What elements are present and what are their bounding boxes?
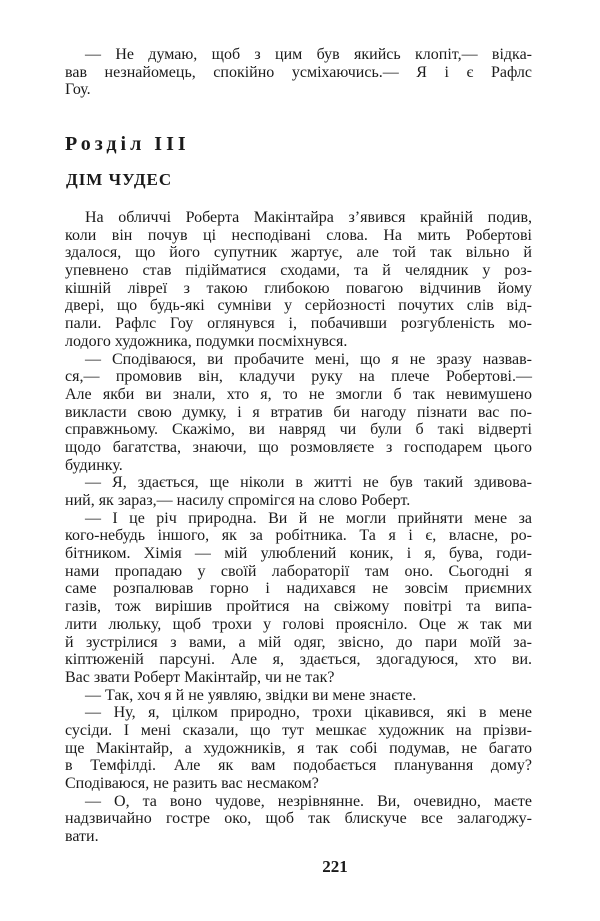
- text-line: Сподіваюся, не разить вас несмаком?: [65, 775, 319, 792]
- chapter-heading: Розділ III: [65, 133, 190, 155]
- text-line: надзвичайно гостре око, щоб так блискуче все залагоджу-: [65, 810, 532, 828]
- text-line: нами пропадаю у своїй лабораторії там оно. Сьогодні я: [65, 562, 532, 580]
- text-line: викласти свою думку, і я втратив би нагоду пізнати вас по-: [65, 403, 532, 421]
- paragraph: [65, 351, 532, 475]
- text-line: коли він почув ці несподівані слова. На мить Робертові: [65, 226, 532, 244]
- text-line: — Так, хоч я й не уявляю, звідки ви мене знаєте.: [85, 686, 417, 704]
- text-line: упевнено став підійматися сходами, та й челядник у роз-: [65, 262, 532, 280]
- text-line: будинку.: [65, 456, 123, 474]
- text-line: — Не думаю, щоб з цим був якийсь клопіт,— відка-: [85, 46, 532, 63]
- paragraph: [65, 474, 532, 509]
- text-line: — Сподіваюся, ви пробачите мені, що я не зразу назвав-: [85, 350, 532, 368]
- text-line: вати.: [65, 828, 99, 846]
- text-line: щодо багатства, знаючи, що розмовляєте з господарем цього: [65, 438, 532, 456]
- paragraph: [65, 704, 532, 792]
- text-line: сусіди. І мені сказали, що тут мешкає художник на прізви-: [65, 721, 532, 739]
- text-line: лодого художника, подумки посміхнувся.: [65, 332, 348, 350]
- text-line: саме розпалював горно і надихався не зовсім приємних: [65, 580, 532, 598]
- text-line: На обличчі Роберта Макінтайра з’явився крайній подив,: [85, 209, 532, 226]
- text-line: кого-небудь іншого, як за робітника. Та я і є, власне, ро-: [65, 527, 532, 545]
- text-line: в Темфілді. Але як вам подобається планування дому?: [65, 757, 532, 775]
- continued-paragraph: [65, 46, 532, 99]
- text-line: кіптюженій парсуні. Але я, здається, здогадуюся, хто ви.: [65, 651, 532, 669]
- text-line: — Я, здається, ще ніколи в житті не був такий здивова-: [85, 474, 532, 492]
- text-line: бітником. Хімія — мій улюблений коник, і я, бува, годи-: [65, 545, 532, 563]
- text-line: пали. Рафлс Гоу оглянувся і, побачивши розгубленість мо-: [65, 315, 532, 333]
- chapter-body: [65, 209, 532, 846]
- paragraph: [65, 793, 532, 846]
- text-line: ся,— промовив він, кладучи руку на плече Робертові.—: [65, 368, 532, 386]
- text-line: вав незнайомець, спокійно усміхаючись.— Я і є Рафлс: [65, 63, 532, 81]
- page-number: 221: [322, 857, 348, 876]
- paragraph: [65, 510, 532, 687]
- paragraph: [65, 687, 532, 705]
- text-line: — Ну, я, цілком природно, трохи цікавився, які в мене: [85, 704, 532, 722]
- text-line: Але якби ви знали, хто я, то не змогли б так невимушено: [65, 385, 532, 403]
- text-line: Гоу.: [65, 81, 91, 99]
- text-line: лити люльку, щоб трохи у голові проясніло. Оце ж так ми: [65, 615, 532, 633]
- text-line: кішній ліврeї з такою глибокою повагою відчинив йому: [65, 279, 532, 297]
- text-line: й зустрілися з вами, а мій одяг, звісно, до пари моїй за-: [65, 633, 532, 651]
- paragraph: [65, 209, 532, 351]
- text-line: Вас звати Роберт Макінтайр, чи не так?: [65, 668, 335, 686]
- text-line: здалося, що його супутник жартує, але той так вільно й: [65, 244, 532, 262]
- text-line: — І це річ природна. Ви й не могли прийняти мене за: [85, 509, 532, 527]
- text-line: двері, що будь-які сумніви у серйозності почутих слів від-: [65, 297, 532, 315]
- text-line: справжньому. Скажімо, ви навряд чи були б такі відверті: [65, 421, 532, 439]
- text-line: ще Макінтайр, а художників, я так собі подумав, не багато: [65, 739, 532, 757]
- text-line: — О, та воно чудове, незрівнянне. Ви, очевидно, маєте: [85, 792, 532, 810]
- text-line: газів, тож вирішив пройтися на свіжому повітрі та випа-: [65, 598, 532, 616]
- chapter-title: ДІМ ЧУДЕС: [66, 170, 173, 189]
- text-line: ний, як зараз,— насилу спромігся на слово Роберт.: [65, 492, 411, 509]
